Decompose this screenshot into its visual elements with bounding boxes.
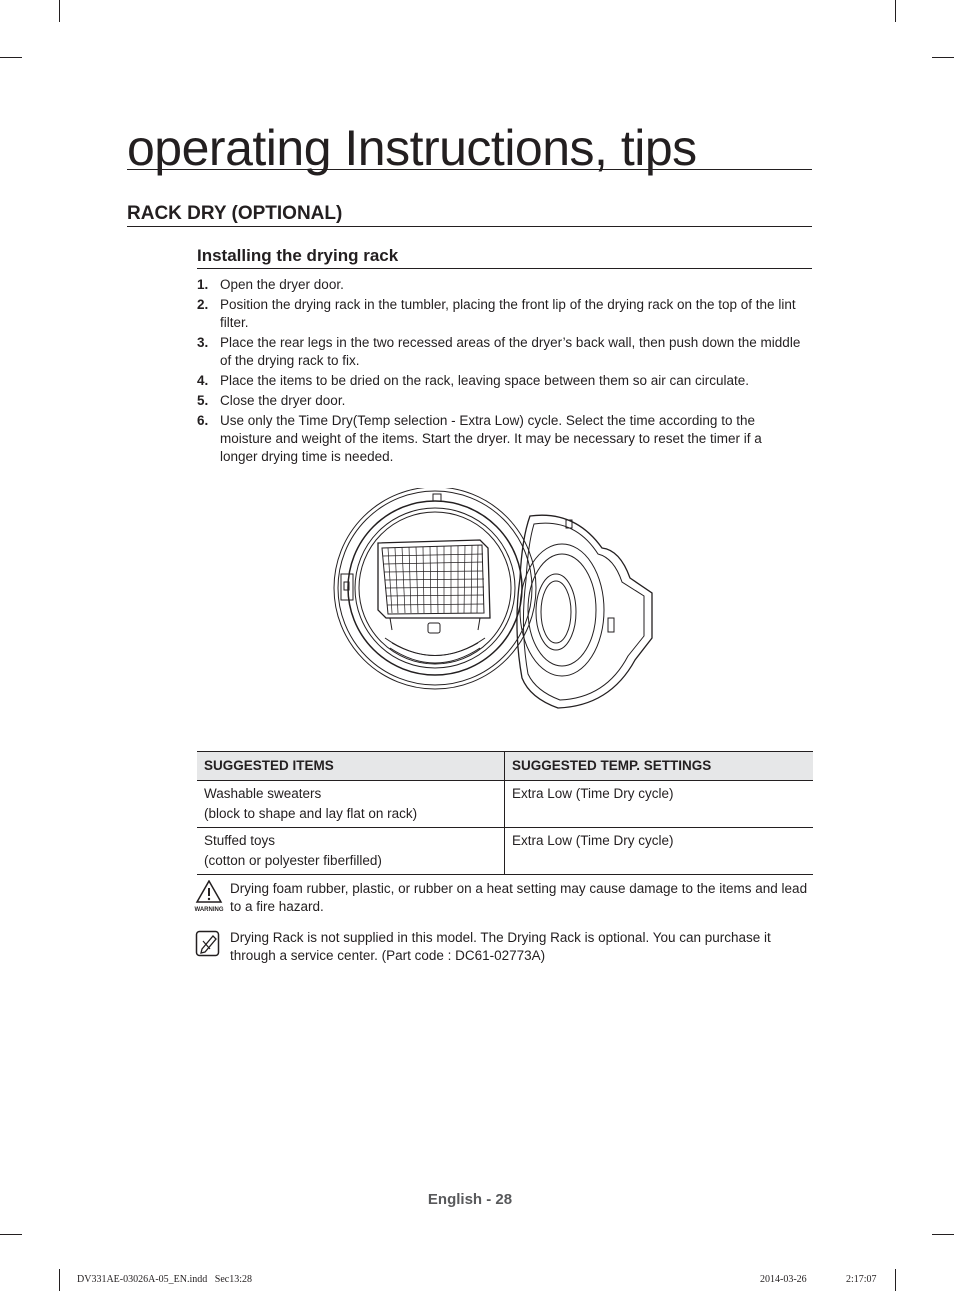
crop-mark — [59, 1269, 60, 1291]
step-number: 4. — [197, 373, 209, 388]
crop-mark — [932, 57, 954, 58]
column-header-items: SUGGESTED ITEMS — [197, 752, 505, 781]
crop-mark — [59, 0, 60, 22]
table-row — [197, 828, 813, 875]
note-icon-block — [194, 929, 230, 965]
table-row — [197, 781, 813, 828]
info-note — [194, 929, 814, 965]
dryer-rack-illustration — [330, 488, 655, 713]
step-item — [197, 334, 802, 370]
item-name: Stuffed toys — [204, 833, 276, 848]
step-item — [197, 392, 802, 410]
step-text: Use only the Time Dry(Temp selection - Extra Low) cycle. Select the time according to the moisture and weight of the items. Start the dryer. It may be necessary to reset the timer if a longer drying time is needed. — [220, 413, 762, 464]
table-cell-setting: Extra Low (Time Dry cycle) — [505, 828, 814, 875]
step-item — [197, 372, 802, 390]
slug-file-name: DV331AE-03026A-05_EN.indd Sec13:28 — [77, 1274, 252, 1285]
table-cell-item — [197, 781, 505, 828]
step-text: Place the items to be dried on the rack, leaving space between them so air can circulate. — [220, 373, 750, 388]
column-header-settings: SUGGESTED TEMP. SETTINGS — [505, 752, 814, 781]
warning-note — [194, 880, 814, 917]
step-number: 6. — [197, 413, 209, 428]
step-text: Place the rear legs in the two recessed areas of the dryer’s back wall, then push down the middle of the drying rack to fix. — [220, 335, 801, 368]
crop-mark — [932, 1234, 954, 1235]
item-detail: (block to shape and lay flat on rack) — [204, 806, 418, 821]
subsection-title: Installing the drying rack — [197, 245, 812, 269]
step-text: Close the dryer door. — [220, 393, 346, 408]
step-number: 5. — [197, 393, 209, 408]
item-name: Washable sweaters — [204, 786, 322, 801]
crop-mark — [895, 1269, 896, 1291]
page-number: English - 28 — [427, 1191, 513, 1208]
crop-mark — [895, 0, 896, 22]
instruction-steps — [197, 276, 802, 468]
note-text: Drying Rack is not supplied in this model. The Drying Rack is optional. You can purchase it through a service center. (Part code : DC61-02773A) — [230, 930, 771, 963]
step-text: Open the dryer door. — [220, 277, 344, 292]
table-cell-item — [197, 828, 505, 875]
warning-text: Drying foam rubber, plastic, or rubber on a heat setting may cause damage to the items and lead to a fire hazard. — [230, 881, 808, 914]
section-title: RACK DRY (OPTIONAL) — [127, 202, 812, 227]
step-number: 2. — [197, 297, 209, 312]
slug-date: 2014-03-26 — [760, 1274, 807, 1285]
crop-mark — [0, 57, 22, 58]
crop-mark — [0, 1234, 22, 1235]
step-number: 1. — [197, 277, 209, 292]
slug-time: 2:17:07 — [846, 1274, 877, 1285]
step-number: 3. — [197, 335, 209, 350]
warning-triangle-icon — [194, 880, 226, 912]
table-cell-setting: Extra Low (Time Dry cycle) — [505, 781, 814, 828]
warning-label: WARNING — [194, 907, 224, 912]
step-item — [197, 296, 802, 332]
page-title: operating Instructions, tips — [127, 118, 812, 170]
step-item — [197, 276, 802, 294]
settings-table — [197, 751, 813, 875]
step-item — [197, 412, 802, 466]
item-detail: (cotton or polyester fiberfilled) — [204, 853, 382, 868]
note-pencil-icon — [194, 929, 222, 959]
warning-icon-block — [194, 880, 230, 917]
step-text: Position the drying rack in the tumbler, placing the front lip of the drying rack on the top of the lint filter. — [220, 297, 796, 330]
table-header-row — [197, 752, 813, 781]
